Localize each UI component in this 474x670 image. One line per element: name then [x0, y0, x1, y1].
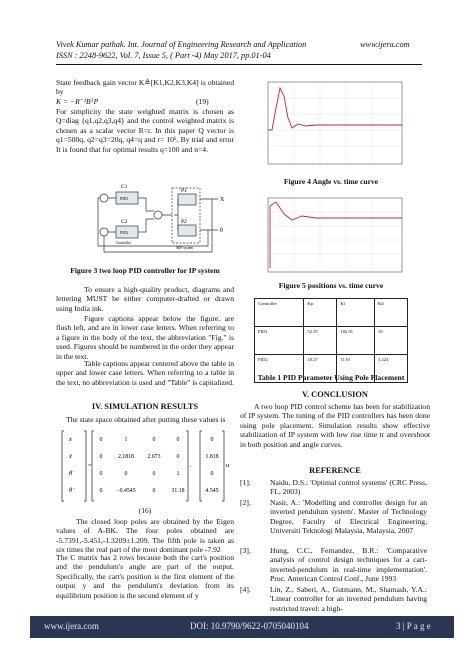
- issn-line: ISSN : 2248-9622, Vol. 7, Issue 5, ( Part -4) May 2017, pp.01-04: [56, 50, 271, 60]
- table-caption-paragraph: [56, 359, 234, 387]
- c2-label: C2: [121, 219, 128, 225]
- pid2-label: PID2: [120, 230, 129, 235]
- table-header-row: [255, 299, 408, 327]
- table-cell: 11.91: [337, 355, 374, 383]
- poles-paragraph: [56, 517, 234, 555]
- header-controller: Controller: [255, 299, 304, 327]
- table-cell: 10: [374, 327, 407, 355]
- a13: 0: [152, 437, 156, 443]
- footer-page-number: 3 | P a g e: [396, 621, 431, 631]
- gain-paragraph: [56, 78, 234, 97]
- svg-text:.: .: [190, 462, 192, 469]
- table-cell: 3.224: [374, 355, 407, 383]
- quality-text: To ensure a high-quality product, diagrams and lettering MUST be either computer-drafted or drawn using India ink.: [56, 285, 234, 313]
- figure-4-caption: [236, 177, 426, 186]
- header-rule: [56, 64, 422, 65]
- figure-5-position-plot: [256, 194, 406, 276]
- reference-number: [3].: [240, 546, 251, 555]
- conclusion-paragraph: [240, 402, 430, 449]
- sum-junction-3: [154, 211, 162, 219]
- weight-paragraph: [56, 107, 234, 154]
- controller-label: Controller: [116, 241, 131, 245]
- figure-5-caption: [236, 281, 426, 290]
- state-x: ẍ: [69, 453, 72, 460]
- p1-label: P1: [181, 188, 187, 194]
- svg-text:=: =: [88, 462, 92, 469]
- a31: 0: [99, 471, 103, 477]
- equation-19-body: K = −R⁻¹BᵀP: [56, 97, 99, 106]
- c-matrix-paragraph: [56, 553, 234, 600]
- poles-text: The closed loop poles are obtained by the Eigen values of A-BK. The four poles obtained are -5.7391,-5.451,-1.3209±1.209. The fifth pole is taken as six times the real part of the most dominant pole -7.92: [56, 517, 234, 555]
- reference-text: Naidu, D.S.: 'Optimal control systems' (CRC Press, FL, 2003): [270, 478, 427, 497]
- journal-line: Vivek Kumar pathak. Int. Journal of Engineering Research and Application: [56, 40, 307, 49]
- a32: 0: [124, 471, 128, 477]
- table-caption-text: Table captions appear centered above the table in upper and lower case letters. When referring to a table in the text, no abbreviation is used and "Table" is capitalized.: [56, 359, 234, 387]
- table-1-caption-text: Table 1 PID Parameter Using Pole Placement: [257, 373, 405, 382]
- figure-3-caption-text: Figure 3 two loop PID controller for IP system: [70, 266, 220, 275]
- state-ddot-theta: θ̈: [69, 487, 73, 494]
- figure-4-angle-plot: [256, 78, 406, 170]
- output-theta-label: θ: [220, 228, 223, 234]
- table-cell: 102.91: [337, 327, 374, 355]
- a42: −0.4545: [116, 488, 136, 494]
- mip-system-label: MIP system: [176, 246, 194, 250]
- header-kd: Kd: [374, 299, 407, 327]
- sum-junction-1: [100, 194, 108, 202]
- reference-number: [1].: [240, 478, 251, 487]
- p2-block: [178, 225, 196, 236]
- c-matrix-text: The C matrix has 2 rows because both the cart's position and the pendulum's angle are part of the output. Specifically, the cart's position is the first element of the output y and the pendulum's deviation from its equilibrium position is the second element of y: [56, 553, 234, 600]
- c1-label: C1: [121, 184, 128, 190]
- figure-3-caption: [56, 266, 234, 275]
- a41: 0: [99, 488, 103, 494]
- journal-site: www.ijera.com: [360, 40, 410, 49]
- a23: 2.673: [147, 454, 161, 460]
- reference-number: [2].: [240, 498, 251, 507]
- equation-16-number: (16): [138, 506, 152, 515]
- conclusion-text: A two loop PID control scheme has been for stabilization of IP system. The tuning of the PID controllers has been done using pole placement. Simulation results show effective stabilization of IP system with low rise time tr and overshoot in both position and angle curves.: [240, 402, 430, 449]
- a33: 0: [152, 471, 156, 477]
- a22: 2.1818: [118, 454, 134, 460]
- state-dot-x: ẋ: [69, 436, 72, 443]
- a24: 0: [176, 454, 180, 460]
- a21: 0: [99, 454, 103, 460]
- a11: 0: [99, 437, 103, 443]
- table-cell: 18.27: [304, 355, 337, 383]
- reference-number: [4].: [240, 585, 251, 594]
- reference-text: Hung, C.C., Fernandez, B.R.: 'Comparative analysis of control design techniques for a cart-inverted-pendulum in real-time implementation'. Proc. American Control Conf., June 1993: [270, 546, 427, 584]
- running-header: [56, 40, 306, 61]
- table-cell: PID1: [255, 327, 304, 355]
- conclusion-heading: V. CONCLUSION: [302, 390, 368, 399]
- b1: 0: [210, 437, 214, 443]
- weight-text: For simplicity the state weighted matrix is chosen as Q=diag {q1,q2,q3,q4} and the control weighted matrix is chosen as a scalar vector R=r. In this paper Q vector is q1=500q, q2=q3=20q, q4=q and r= 10⁶. By trial and error It is found that for optimal results q=100 and n=4.: [56, 107, 234, 154]
- figure-3-block-diagram: [94, 180, 234, 260]
- equation-19-number: (19): [196, 97, 209, 106]
- p2-label: P2: [181, 219, 187, 225]
- reference-text: Lin, Z., Saberi, A., Gutmann, M., Shamash, Y.A.: 'Linear controller for an inverted pendulum having restricted travel: a high-: [270, 585, 427, 613]
- figure-caption-text: Figure captions appear below the figure, are flush left, and are in lower case letters. When referring to a figure in the body of the text, the abbreviation "Fig." is used. Figures should be numbered in the order they appear in the text.: [56, 314, 234, 361]
- table-cell: PID2: [255, 355, 304, 383]
- simulation-heading: IV. SIMULATION RESULTS: [91, 402, 199, 411]
- p1-block: [178, 194, 196, 205]
- sum-junction-2: [100, 228, 108, 236]
- pid1-label: PID1: [120, 196, 129, 201]
- header-kp: Kp: [304, 299, 337, 327]
- quality-paragraph: [56, 285, 234, 313]
- gain-text: State feedback gain vector K≜[K1,K2,K3,K4] is obtained by: [56, 78, 234, 97]
- header-ki: Ki: [337, 299, 374, 327]
- table-1-caption: [236, 373, 426, 382]
- state-space-equation: [60, 427, 230, 505]
- a14: 0: [176, 437, 180, 443]
- footer-site: www.ijera.com: [44, 621, 99, 631]
- equation-19: [56, 97, 234, 106]
- reference-heading: REFERENCE: [309, 466, 361, 475]
- a12: 1: [124, 437, 128, 443]
- a34: 1: [176, 471, 180, 477]
- figure-caption-paragraph: [56, 314, 234, 361]
- a43: 0: [152, 488, 156, 494]
- a44: 31.18: [171, 488, 185, 494]
- table-row: [255, 327, 408, 355]
- footer-doi: DOI: 10.9790/9622-0705040104: [190, 621, 309, 631]
- b3: 0: [210, 471, 214, 477]
- table-cell: 52.35: [304, 327, 337, 355]
- svg-text:u: u: [226, 462, 230, 469]
- b2: 1.818: [205, 454, 219, 460]
- state-dot-theta: θ̇: [69, 470, 73, 477]
- output-x-label: X: [220, 197, 225, 203]
- figure-5-caption-text: Figure 5 positions vs. time curve: [278, 281, 384, 290]
- simulation-intro: The state space obtained after putting these values is: [66, 415, 226, 424]
- b4: 4.545: [205, 488, 219, 494]
- page-footer: [30, 616, 454, 638]
- pid-parameter-table: [254, 298, 408, 383]
- figure-4-caption-text: Figure 4 Angle vs. time curve: [283, 177, 379, 186]
- reference-text: Nasir, A.: 'Modelling and controller design for an inverted pendulum system'. Master of Technology Degree, Faculty of Electrical Engineering, Universiti Teknologi Malaysia, Malaysia, 2007: [270, 498, 427, 536]
